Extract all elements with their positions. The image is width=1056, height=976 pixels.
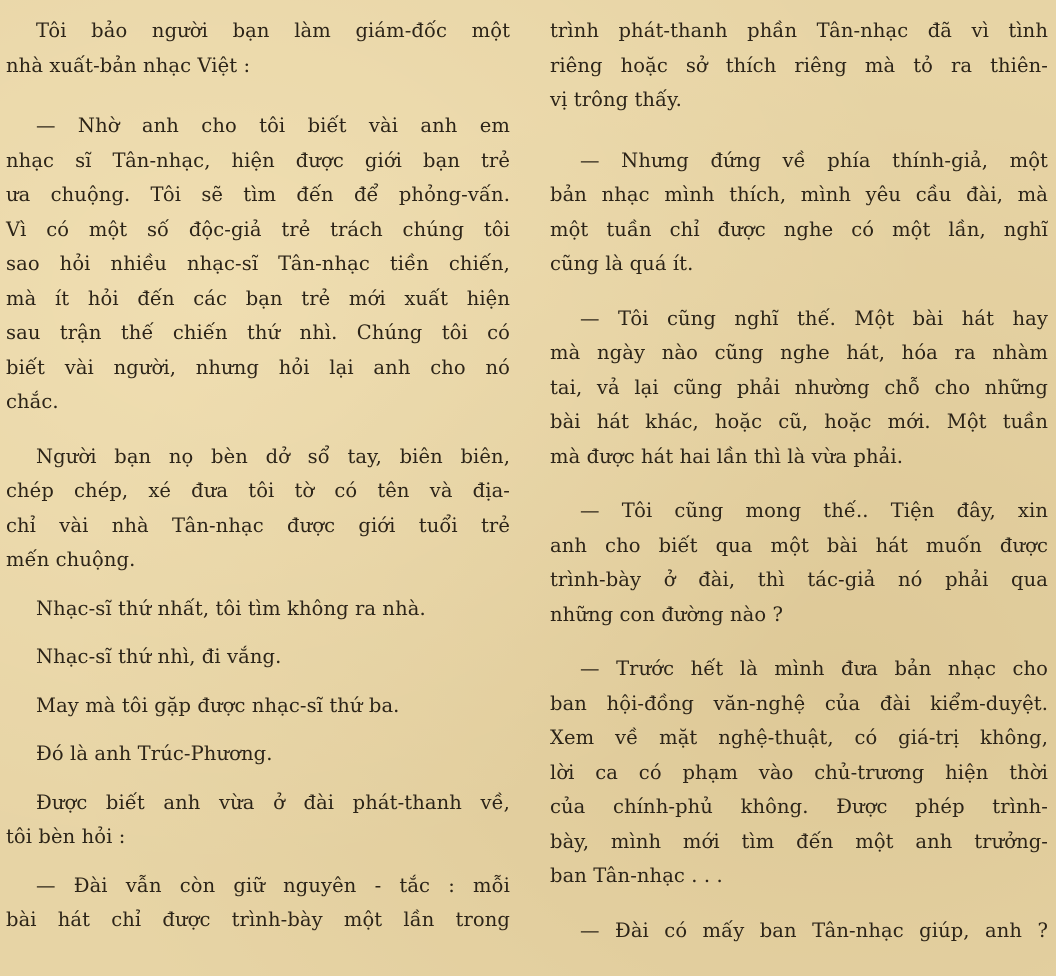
left-column-text-line: biết vài người, nhưng hỏi lại anh cho nó (6, 355, 510, 379)
left-column-text-line: sao hỏi nhiều nhạc-sĩ Tân-nhạc tiền chiến, (6, 252, 510, 275)
right-column-text-line: bản nhạc mình thích, mình yêu cầu đài, mà (550, 183, 1048, 206)
left-column-text-line: — Đài vẫn còn giữ nguyên - tắc : mỗi (36, 873, 510, 897)
right-column-text-line: anh cho biết qua một bài hát muốn được (550, 533, 1048, 557)
left-column-text-line: nhà xuất-bản nhạc Việt : (6, 53, 251, 77)
right-column-text-line: trình phát-thanh phần Tân-nhạc đã vì tình (550, 19, 1048, 42)
left-column (6, 0, 510, 938)
right-column-text-line: ban Tân-nhạc . . . (550, 864, 723, 887)
left-column-text-line: tôi bèn hỏi : (6, 825, 126, 848)
left-column-text-line: Tôi bảo người bạn làm giám-đốc một (36, 19, 510, 42)
left-column-text-line: Được biết anh vừa ở đài phát-thanh về, (36, 790, 510, 814)
left-column-text-line: Người bạn nọ bèn dở sổ tay, biên biên, (36, 444, 510, 468)
right-column-text-line: lời ca có phạm vào chủ-trương hiện thời (550, 760, 1048, 784)
right-column (550, 0, 1048, 948)
left-column-text-line: sau trận thế chiến thứ nhì. Chúng tôi có (6, 321, 510, 344)
right-column-text-line: một tuần chỉ được nghe có một lần, nghĩ (550, 217, 1048, 241)
right-column-text-line: những con đường nào ? (550, 602, 784, 626)
left-column-text-line: chỉ vài nhà Tân-nhạc được giới tuổi trẻ (6, 513, 510, 537)
left-column-text-line: Đó là anh Trúc-Phương. (36, 742, 273, 765)
right-column-text-line: mà ngày nào cũng nghe hát, hóa ra nhàm (550, 341, 1048, 364)
right-column-text-line: ban hội-đồng văn-nghệ của đài kiểm-duyệt. (550, 691, 1048, 715)
right-column-text-line: bày, mình mới tìm đến một anh trưởng- (550, 829, 1048, 853)
right-column-text-line: — Nhưng đứng về phía thính-giả, một (580, 148, 1048, 172)
left-column-text-line: chép chép, xé đưa tôi tờ có tên và địa- (6, 479, 510, 502)
left-column-text-line: Nhạc-sĩ thứ nhì, đi vắng. (36, 645, 282, 668)
left-column-text-line: Nhạc-sĩ thứ nhất, tôi tìm không ra nhà. (36, 596, 426, 620)
right-column-text-line: trình-bày ở đài, thì tác-giả nó phải qua (550, 568, 1048, 591)
right-column-text-line: bài hát khác, hoặc cũ, hoặc mới. Một tuần (550, 410, 1048, 433)
left-column-text-line: bài hát chỉ được trình-bày một lần trong (6, 908, 510, 931)
left-column-text-line: chắc. (6, 390, 59, 413)
left-column-text-line: — Nhờ anh cho tôi biết vài anh em (36, 114, 510, 137)
right-column-text-line: vị trông thấy. (550, 88, 682, 111)
left-column-text-line: May mà tôi gặp được nhạc-sĩ thứ ba. (36, 693, 400, 717)
right-column-text-line: — Tôi cũng mong thế.. Tiện đây, xin (580, 499, 1048, 522)
right-column-text-line: cũng là quá ít. (550, 252, 694, 275)
right-column-text-line: — Trước hết là mình đưa bản nhạc cho (580, 657, 1048, 680)
left-column-text-line: Vì có một số độc-giả trẻ trách chúng tôi (6, 217, 510, 241)
left-column-text-line: mà ít hỏi đến các bạn trẻ mới xuất hiện (6, 286, 510, 310)
right-column-text-line: của chính-phủ không. Được phép trình- (550, 795, 1048, 818)
right-column-text-line: riêng hoặc sở thích riêng mà tỏ ra thiên- (550, 53, 1048, 77)
right-column-text-line: Xem về mặt nghệ-thuật, có giá-trị không, (550, 726, 1048, 749)
left-column-text-line: nhạc sĩ Tân-nhạc, hiện được giới bạn trẻ (6, 148, 510, 172)
right-column-text-line: tai, vả lại cũng phải nhường chỗ cho những (550, 375, 1048, 399)
right-column-text-line: mà được hát hai lần thì là vừa phải. (550, 444, 903, 468)
right-column-text-line: — Đài có mấy ban Tân-nhạc giúp, anh ? (580, 918, 1048, 942)
left-column-text-line: mến chuộng. (6, 548, 136, 571)
left-column-text-line: ưa chuộng. Tôi sẽ tìm đến để phỏng-vấn. (6, 183, 510, 206)
right-column-text-line: — Tôi cũng nghĩ thế. Một bài hát hay (580, 306, 1048, 330)
